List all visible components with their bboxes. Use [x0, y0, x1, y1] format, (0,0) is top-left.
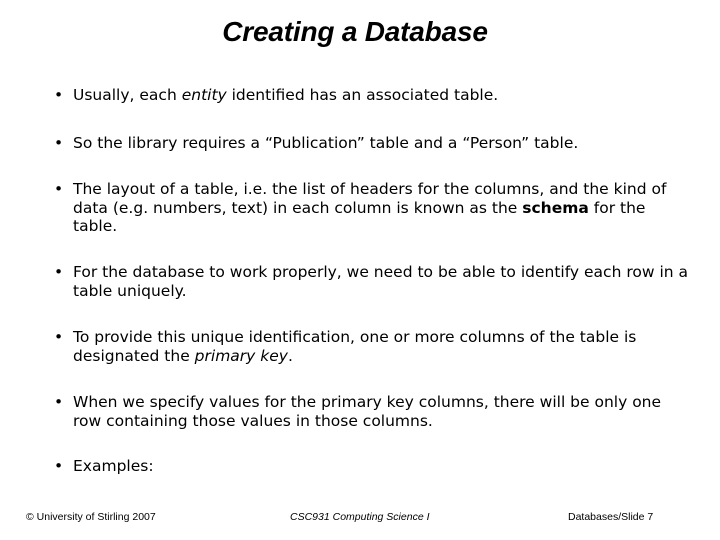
bullet-text-part: To provide this unique identification, one or more columns of the table is designated the — [73, 328, 637, 365]
bullet-text: So the library requires a “Publication” table and a “Person” table. — [73, 134, 579, 152]
footer-copyright: © University of Stirling 2007 — [26, 511, 156, 523]
bullet-item — [54, 457, 694, 476]
bullet-text — [73, 328, 694, 365]
bullet-text-part: identified has an associated table. — [226, 86, 499, 104]
bullet-item — [54, 180, 694, 236]
bullet-text: Examples: — [73, 457, 154, 475]
bullet-emphasis: entity — [181, 86, 227, 104]
bullet-item — [54, 328, 694, 365]
bullet-strong: schema — [522, 198, 589, 217]
bullet-item — [54, 393, 694, 430]
bullet-dot: • — [54, 328, 64, 346]
footer-slide-number: Databases/Slide 7 — [568, 511, 654, 523]
bullet-text — [73, 180, 694, 236]
bullet-dot: • — [54, 263, 64, 281]
bullet-dot: • — [54, 134, 64, 152]
bullet-text — [73, 86, 694, 105]
bullet-item — [54, 134, 694, 153]
bullet-dot: • — [54, 393, 64, 411]
bullet-text-part: Usually, each — [73, 86, 182, 104]
slide-title: Creating a Database — [222, 16, 488, 47]
footer-course: CSC931 Computing Science I — [290, 511, 430, 523]
bullet-text-part: . — [287, 346, 293, 365]
bullet-item — [54, 86, 694, 105]
bullet-item — [54, 263, 694, 300]
bullet-dot: • — [54, 86, 64, 104]
bullet-emphasis: primary key — [194, 346, 288, 365]
bullet-dot: • — [54, 457, 64, 475]
bullet-text-part: The layout of a table, i.e. the list of headers for the columns, and the kind of data (e.g. numbers, text) in each column is known as the — [73, 180, 667, 217]
bullet-dot: • — [54, 180, 64, 198]
bullet-text: For the database to work properly, we need to be able to identify each row in a table uniquely. — [73, 263, 688, 300]
bullet-text: When we specify values for the primary key columns, there will be only one row containing those values in those columns. — [73, 393, 662, 430]
bullet-text-part: for the table. — [73, 198, 646, 235]
